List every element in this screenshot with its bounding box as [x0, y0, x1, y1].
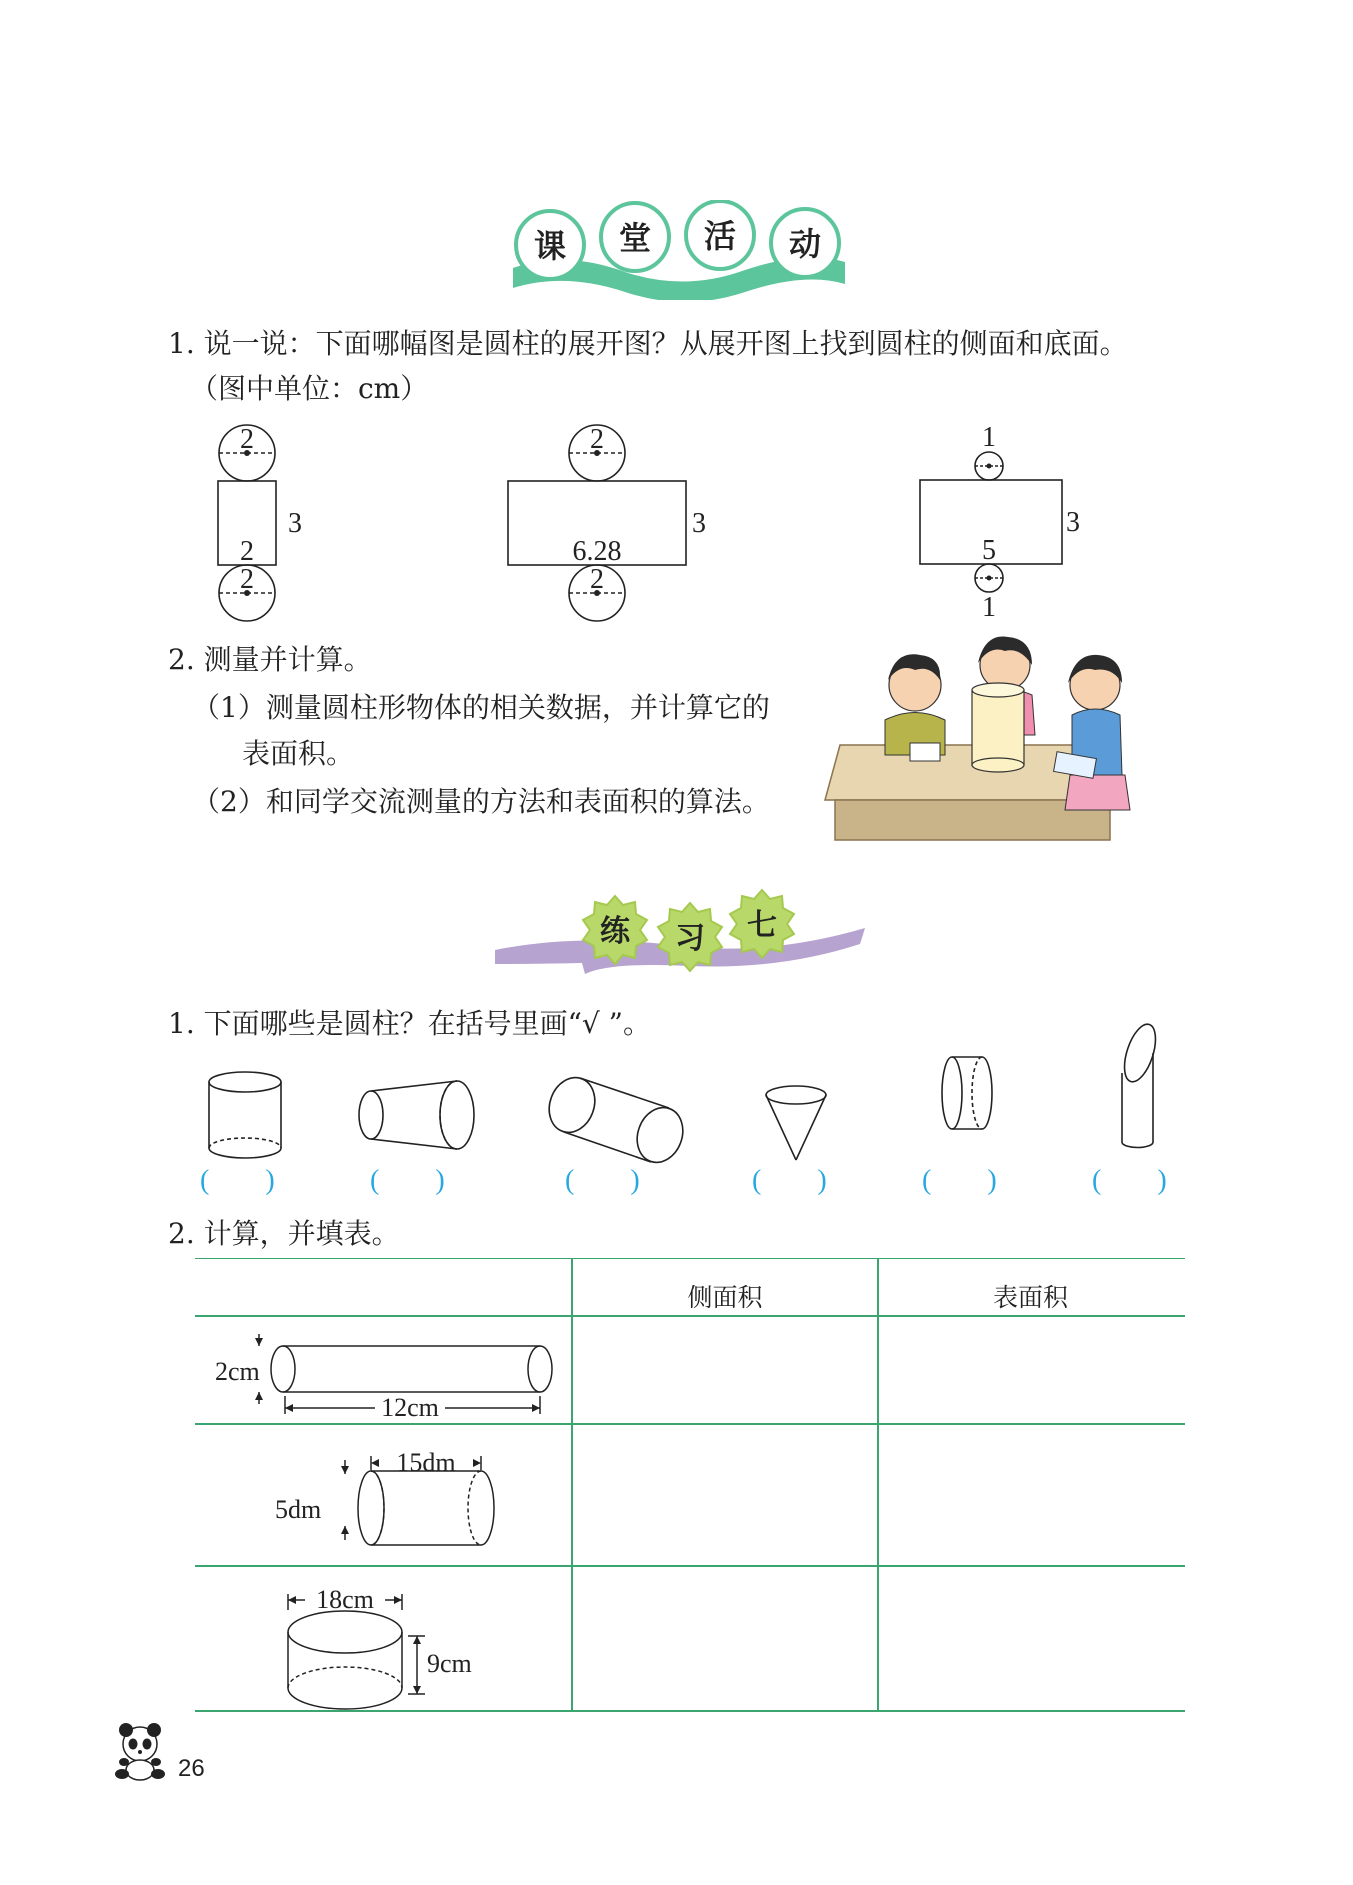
practice-q1-text: 1. 下面哪些是圆柱？在括号里画“√ ”。	[168, 1007, 651, 1040]
row1-diameter-label: 2cm	[215, 1357, 260, 1386]
activity-banner-char: 活	[703, 218, 737, 254]
shape-short-cylinder	[942, 1057, 992, 1129]
net-3-top-label: 1	[982, 422, 996, 453]
row1-length-label: 12cm	[381, 1393, 439, 1422]
practice-banner-char: 练	[600, 915, 630, 948]
activity-banner-char: 堂	[618, 220, 652, 256]
activity-banner	[505, 200, 855, 300]
net-3-circle-label: 1	[982, 592, 996, 623]
activity-q1-text: 1. 说一说：下面哪幅图是圆柱的展开图？从展开图上找到圆柱的侧面和底面。	[168, 327, 1128, 360]
practice-banner	[490, 878, 870, 990]
row3-height-label: 9cm	[427, 1649, 472, 1678]
activity-banner-char: 课	[533, 228, 567, 264]
answer-paren-1[interactable]: ( )	[200, 1165, 275, 1196]
practice-banner-char: 七	[747, 909, 777, 942]
practice-banner-char: 习	[675, 922, 705, 955]
row2-diameter-label: 5dm	[275, 1495, 322, 1524]
net-1-bottom-label: 2	[240, 536, 254, 567]
shape-options	[195, 1015, 1195, 1185]
answer-paren-5[interactable]: ( )	[922, 1165, 997, 1196]
row2-length-label: 15dm	[396, 1448, 456, 1477]
net-1-side-label: 3	[288, 508, 302, 539]
activity-q2-item1-line2: 表面积。	[242, 737, 355, 770]
shape-frustum	[359, 1081, 474, 1149]
net-2-circle-label: 2	[590, 564, 604, 595]
answer-paren-2[interactable]: ( )	[370, 1165, 445, 1196]
answer-paren-6[interactable]: ( )	[1092, 1165, 1167, 1196]
net-1-circle-label: 2	[240, 564, 254, 595]
page-number: 26	[178, 1755, 205, 1782]
net-2-bottom-label: 6.28	[572, 536, 622, 567]
net-3	[920, 452, 1062, 592]
net-3-side-label: 3	[1066, 507, 1080, 538]
net-2-top-label: 2	[590, 424, 604, 455]
shape-upright-cylinder	[209, 1072, 281, 1158]
calc-table	[195, 1258, 1195, 1728]
shape-cone	[766, 1086, 826, 1160]
answer-paren-3[interactable]: ( )	[565, 1165, 640, 1196]
activity-q1-note: （图中单位：cm）	[190, 372, 429, 405]
shape-slanted-cylinder	[1118, 1020, 1161, 1147]
net-3-bottom-label: 5	[982, 535, 996, 566]
cylinder-nets	[200, 410, 1200, 630]
header-surface-area: 表面积	[992, 1283, 1068, 1312]
net-2-side-label: 3	[692, 508, 706, 539]
activity-q2-text: 2. 测量并计算。	[168, 643, 372, 676]
answer-paren-4[interactable]: ( )	[752, 1165, 827, 1196]
children-measuring-illustration	[820, 625, 1170, 845]
net-1-top-label: 2	[240, 424, 254, 455]
practice-q2-text: 2. 计算，并填表。	[168, 1217, 400, 1250]
activity-q2-item1-line1: （1）测量圆柱形物体的相关数据，并计算它的	[192, 691, 770, 724]
activity-q2-item2: （2）和同学交流测量的方法和表面积的算法。	[192, 785, 770, 818]
row3-diameter-label: 18cm	[316, 1585, 374, 1614]
panda-icon	[110, 1720, 170, 1782]
shape-tilted-cylinder	[542, 1071, 690, 1169]
activity-banner-char: 动	[788, 226, 822, 262]
header-lateral-area: 侧面积	[687, 1283, 763, 1312]
